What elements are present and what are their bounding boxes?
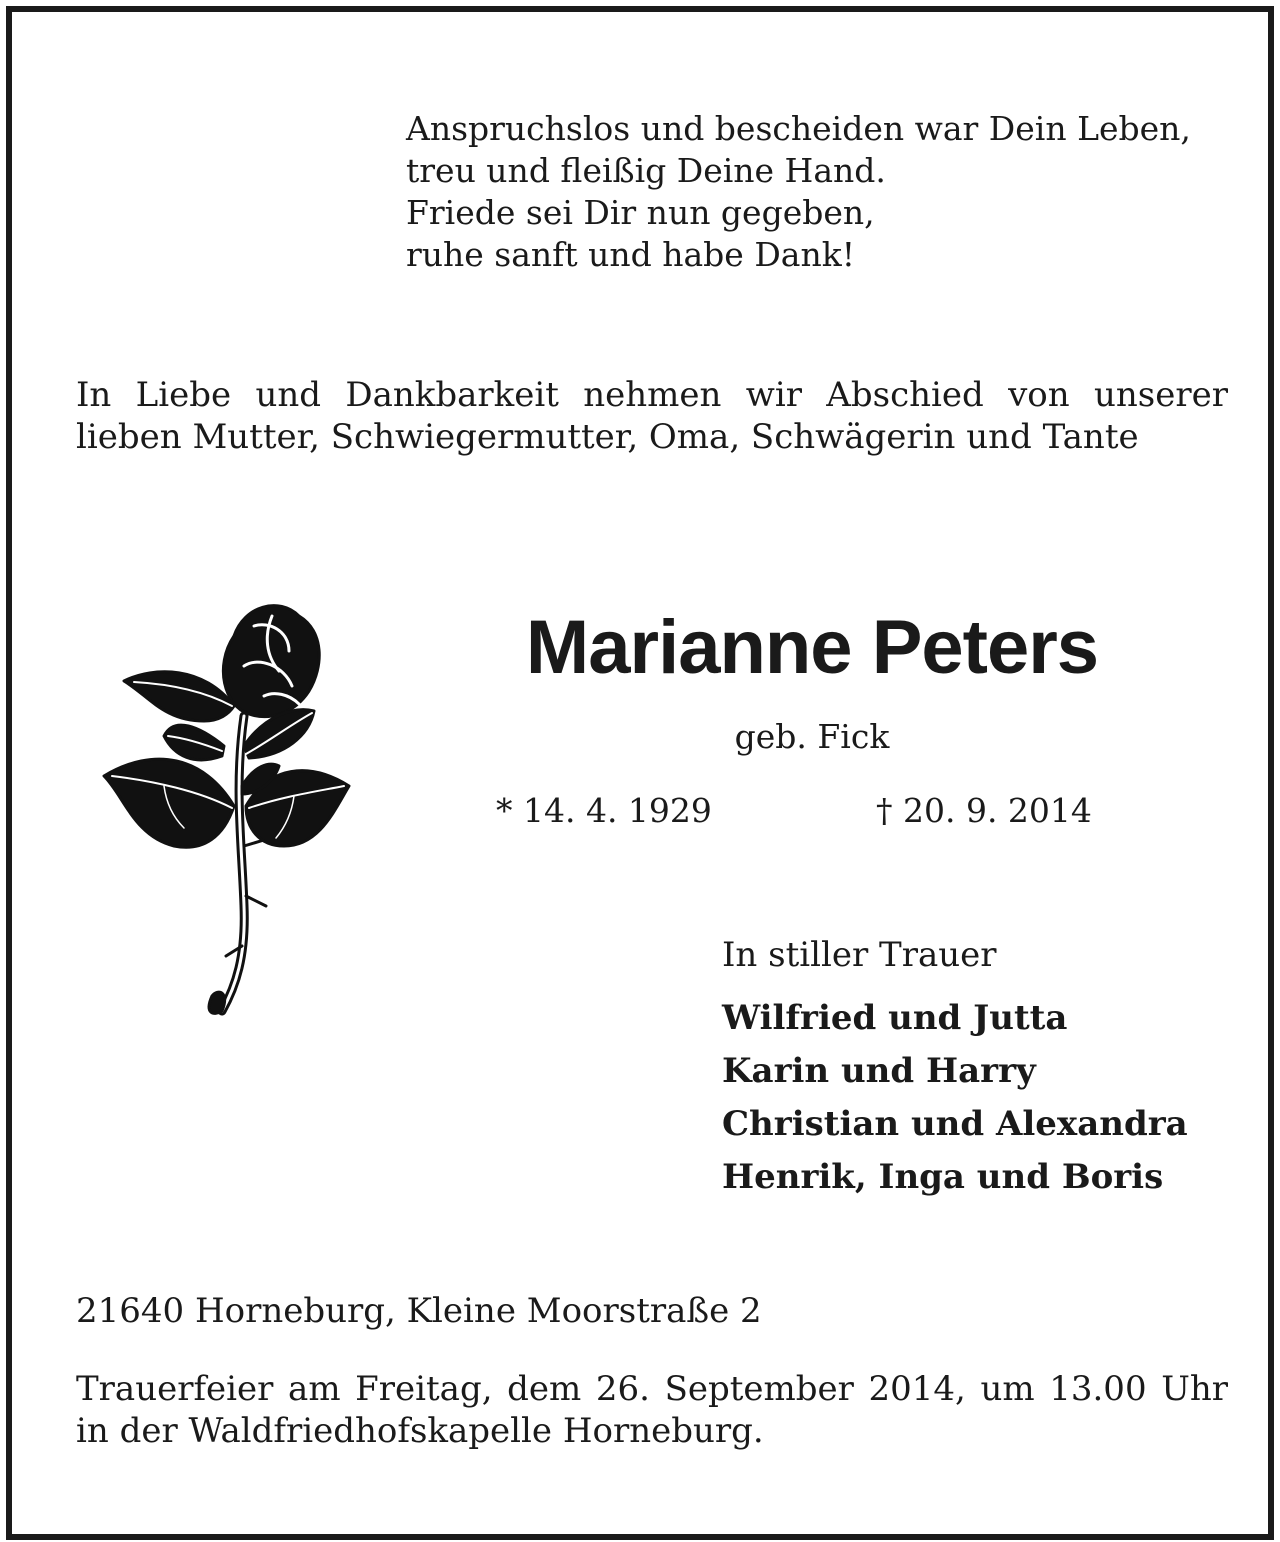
- ceremony-details: Trauerfeier am Freitag, dem 26. September 2014, um 13.00 Uhr in der Waldfriedhofskapelle Horneburg.: [76, 1369, 1228, 1451]
- mourner-list: [722, 992, 1188, 1204]
- poem-line: ruhe sanft und habe Dank!: [406, 235, 855, 274]
- poem-line: treu und fleißig Deine Hand.: [406, 151, 886, 190]
- mourner-name: Henrik, Inga und Boris: [722, 1157, 1164, 1197]
- mourning-heading: In stiller Trauer: [722, 935, 997, 975]
- birth-name: geb. Fick: [734, 717, 890, 756]
- poem: [406, 108, 1246, 276]
- birth-date: * 14. 4. 1929: [496, 791, 712, 830]
- obituary-frame: [6, 6, 1274, 1540]
- deceased-name: Marianne Peters: [525, 605, 1099, 690]
- mourner-name: Wilfried und Jutta: [722, 998, 1068, 1038]
- address: 21640 Horneburg, Kleine Moorstraße 2: [76, 1291, 762, 1331]
- mourner-name: Karin und Harry: [722, 1051, 1036, 1091]
- mourner-name: Christian und Alexandra: [722, 1104, 1188, 1144]
- death-date: † 20. 9. 2014: [876, 791, 1092, 830]
- rose-icon: [94, 596, 364, 1026]
- poem-line: Anspruchslos und bescheiden war Dein Leben,: [406, 109, 1191, 148]
- poem-line: Friede sei Dir nun gegeben,: [406, 193, 875, 232]
- farewell-intro: In Liebe und Dankbarkeit nehmen wir Abschied von unserer lieben Mutter, Schwiegermutter, Oma, Schwägerin und Tante: [76, 375, 1228, 457]
